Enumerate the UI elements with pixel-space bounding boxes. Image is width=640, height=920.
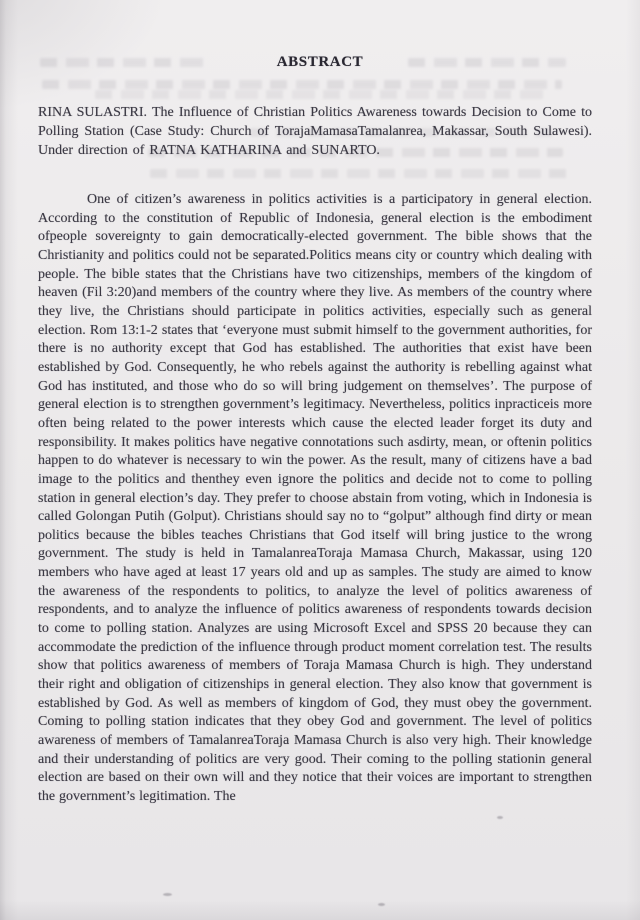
bleed-through-smudge — [42, 80, 562, 89]
thesis-byline: RINA SULASTRI. The Influence of Christian Politics Awareness towards Decision to Come to Polling Station (Case Study: Church of TorajaMamasaTamalanrea, Makassar, South Sulawesi). Under direction of RATNA KATHARINA and SUNARTO. — [38, 105, 592, 159]
abstract-paragraph: One of citizen’s awareness in politics activities is a participatory in general election. According to the constitution of Republic of Indonesia, general election is the embodiment ofpeople sovereignty to gain democratically-elected government. The bible shows that the Christianity and politics could not be separated.Politics means city or country which dealing with people. The bible states that the Christians have two citizenships, members of the kingdom of heaven (Fil 3:20)and members of the country where they live. As members of the country where they live, the Christians should participate in politics activities, especially such as general election. Rom 13:1-2 states that ‘everyone must submit himself to the government authorities, for there is no authority except that God has established. The authorities that exist have been established by God. Consequently, he who rebels against the authority is rebelling against what God has instituted, and those who do so will bring judgement on themselves’. The purpose of general election is to strengthen government’s legitimacy. Nevertheless, politics inpracticeis more often being related to the power interests which cause the elected leader forget its duty and responsibility. It makes politics have negative connotations such asdirty, mean, or oftenin politics happen to do whatever is necessary to win the power. As the result, many of citizens have a bad image to the politics and thenthey even ignore the politics and decide not to come to polling station in general election’s day. They prefer to choose abstain from voting, which in Indonesia is called Golongan Putih (Golput). Christians should say no to “golput” although find dirty or mean politics because the bibles teaches Christians that God itself will bring justice to the wrong government. The study is held in TamalanreaToraja Mamasa Church, Makassar, using 120 members who have aged at least 17 years old and up as samples. The study are aimed to know the awareness of the respondents to politics, to analyze the level of politics awareness of respondents, and to analyze the influence of politics awareness of respondents towards decision to come to polling station. Analyzes are using Microsoft Excel and SPSS 20 because they can accommodate the prediction of the influence through product moment correlation test. The results show that politics awareness of members of Toraja Mamasa Church is high. They understand their right and obligation of citizenships in general election. They also know that government is established by God. As well as members of kingdom of God, they must obey the government. Coming to polling station indicates that they obey God and government. The level of politics awareness of members of TamalanreaToraja Mamasa Church is also very high. Their knowledge and their understanding of politics are very good. Their coming to the polling stationin general election are based on their own will and they notice that their voices are important to strengthen the government’s legitimation. The — [38, 192, 592, 804]
scan-speck — [163, 893, 172, 896]
page-title: ABSTRACT — [276, 54, 364, 70]
bleed-through-smudge — [150, 169, 568, 178]
scan-speck — [378, 903, 385, 906]
bleed-through-smudge — [95, 90, 550, 99]
scan-speck — [497, 816, 503, 819]
